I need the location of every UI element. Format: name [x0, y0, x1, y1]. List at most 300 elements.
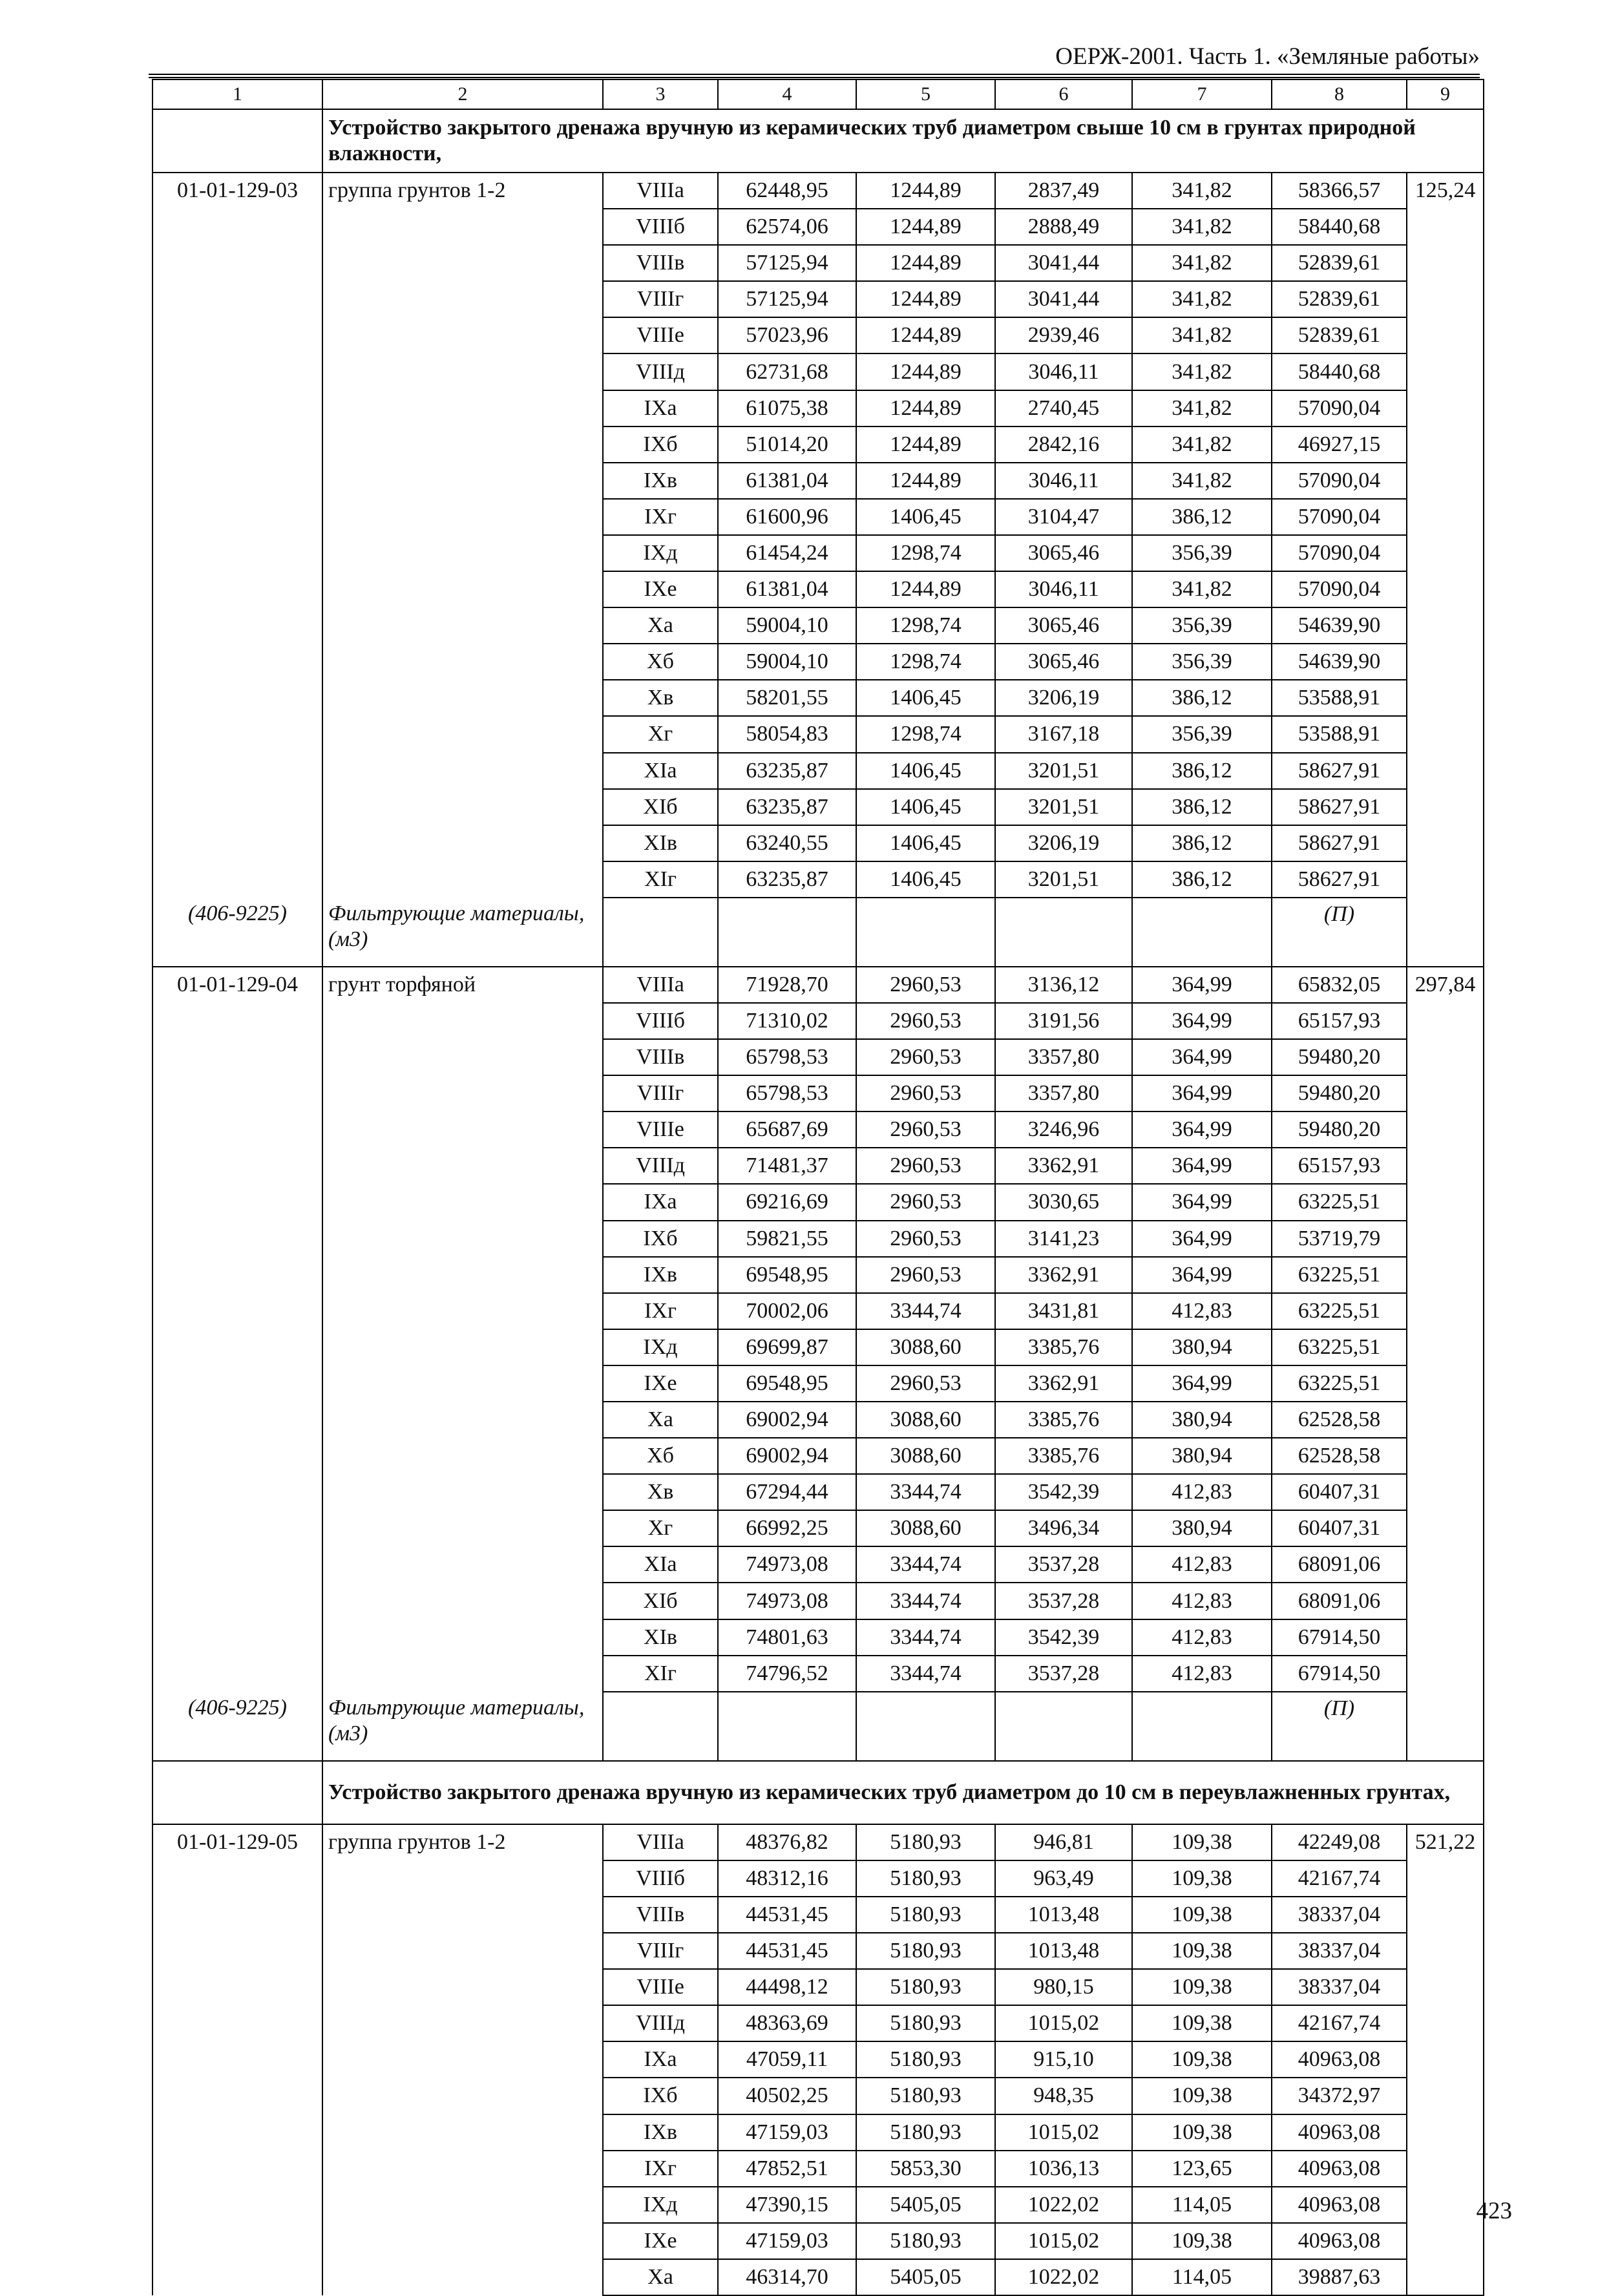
materials: 57090,04: [1272, 571, 1407, 607]
empty-cell: [1132, 898, 1272, 967]
machines: 3104,47: [995, 499, 1132, 535]
total-cost: 51014,20: [718, 427, 856, 463]
labor-hours: 125,24: [1407, 173, 1484, 967]
total-cost: 47159,03: [718, 2114, 856, 2151]
zone-index: XIа: [603, 753, 718, 789]
materials: 65157,93: [1272, 1003, 1407, 1039]
total-cost: 69548,95: [718, 1257, 856, 1293]
machines: 3542,39: [995, 1474, 1132, 1510]
machines: 3046,11: [995, 353, 1132, 390]
total-cost: 48312,16: [718, 1860, 856, 1897]
machines: 3141,23: [995, 1221, 1132, 1257]
total-cost: 62574,06: [718, 209, 856, 245]
filter-materials-row: [152, 898, 1484, 967]
wages: 3344,74: [856, 1656, 995, 1692]
zone-index: Xа: [603, 607, 718, 644]
machines: 3201,51: [995, 753, 1132, 789]
materials: 38337,04: [1272, 1969, 1407, 2005]
machinist-wages: 364,99: [1132, 1111, 1272, 1148]
zone-index: Xв: [603, 680, 718, 716]
machinist-wages: 341,82: [1132, 209, 1272, 245]
column-number: 5: [856, 79, 995, 109]
materials: 53588,91: [1272, 680, 1407, 716]
machinist-wages: 412,83: [1132, 1619, 1272, 1656]
total-cost: 71481,37: [718, 1148, 856, 1184]
materials: 40963,08: [1272, 2151, 1407, 2187]
machinist-wages: 356,39: [1132, 716, 1272, 752]
item-name: группа грунтов 1-2: [322, 173, 603, 898]
zone-index: Xб: [603, 1438, 718, 1474]
wages: 1406,45: [856, 753, 995, 789]
machinist-wages: 412,83: [1132, 1546, 1272, 1583]
table-row: [152, 173, 1484, 209]
machinist-wages: 386,12: [1132, 499, 1272, 535]
total-cost: 47159,03: [718, 2223, 856, 2259]
total-cost: 74973,08: [718, 1583, 856, 1619]
wages: 1298,74: [856, 607, 995, 644]
wages: 5405,05: [856, 2187, 995, 2223]
total-cost: 69002,94: [718, 1402, 856, 1438]
materials: 58440,68: [1272, 353, 1407, 390]
wages: 5180,93: [856, 1860, 995, 1897]
materials: 67914,50: [1272, 1619, 1407, 1656]
materials: 63225,51: [1272, 1257, 1407, 1293]
zone-index: IXе: [603, 2223, 718, 2259]
wages: 2960,53: [856, 1111, 995, 1148]
column-number: 2: [322, 79, 603, 109]
materials: 54639,90: [1272, 644, 1407, 680]
machinist-wages: 364,99: [1132, 1365, 1272, 1402]
zone-index: VIIIб: [603, 1860, 718, 1897]
wages: 3344,74: [856, 1293, 995, 1329]
materials: 42249,08: [1272, 1824, 1407, 1860]
machinist-wages: 109,38: [1132, 2223, 1272, 2259]
zone-index: IXа: [603, 2041, 718, 2078]
header-double-rule: [149, 74, 1480, 78]
total-cost: 44531,45: [718, 1897, 856, 1933]
machinist-wages: 412,83: [1132, 1474, 1272, 1510]
materials: 62528,58: [1272, 1402, 1407, 1438]
machines: 1013,48: [995, 1897, 1132, 1933]
wages: 5180,93: [856, 2114, 995, 2151]
total-cost: 74973,08: [718, 1546, 856, 1583]
wages: 5180,93: [856, 2005, 995, 2041]
filter-name: Фильтрующие материалы, (м3): [322, 898, 603, 967]
column-number: 3: [603, 79, 718, 109]
wages: 1244,89: [856, 463, 995, 499]
materials: 58440,68: [1272, 209, 1407, 245]
item-name: грунт торфяной: [322, 967, 603, 1692]
total-cost: 66992,25: [718, 1510, 856, 1546]
machinist-wages: 364,99: [1132, 1184, 1272, 1220]
machinist-wages: 341,82: [1132, 571, 1272, 607]
materials: 52839,61: [1272, 317, 1407, 353]
zone-index: VIIIг: [603, 281, 718, 317]
total-cost: 61454,24: [718, 535, 856, 571]
total-cost: 63235,87: [718, 753, 856, 789]
total-cost: 48363,69: [718, 2005, 856, 2041]
wages: 2960,53: [856, 1184, 995, 1220]
section-row: [152, 1761, 1484, 1824]
empty-cell: [856, 898, 995, 967]
total-cost: 58054,83: [718, 716, 856, 752]
total-cost: 69216,69: [718, 1184, 856, 1220]
empty-cell: [856, 1692, 995, 1761]
zone-index: IXд: [603, 535, 718, 571]
materials: 40963,08: [1272, 2041, 1407, 2078]
zone-index: IXе: [603, 1365, 718, 1402]
materials: 42167,74: [1272, 1860, 1407, 1897]
wages: 2960,53: [856, 1221, 995, 1257]
wages: 3088,60: [856, 1510, 995, 1546]
zone-index: IXг: [603, 2151, 718, 2187]
machines: 980,15: [995, 1969, 1132, 2005]
column-number: 1: [152, 79, 322, 109]
empty-cell: [603, 898, 718, 967]
total-cost: 65687,69: [718, 1111, 856, 1148]
total-cost: 63235,87: [718, 789, 856, 825]
machinist-wages: 412,83: [1132, 1656, 1272, 1692]
wages: 2960,53: [856, 1039, 995, 1075]
zone-index: XIг: [603, 861, 718, 898]
machinist-wages: 380,94: [1132, 1438, 1272, 1474]
machines: 3191,56: [995, 1003, 1132, 1039]
machines: 3041,44: [995, 281, 1132, 317]
empty-cell: [718, 1692, 856, 1761]
materials: 60407,31: [1272, 1510, 1407, 1546]
machinist-wages: 109,38: [1132, 2078, 1272, 2114]
zone-index: VIIIд: [603, 1148, 718, 1184]
machinist-wages: 341,82: [1132, 353, 1272, 390]
materials: 40963,08: [1272, 2114, 1407, 2151]
materials: 58366,57: [1272, 173, 1407, 209]
column-number: 8: [1272, 79, 1407, 109]
total-cost: 44531,45: [718, 1933, 856, 1969]
zone-index: XIв: [603, 825, 718, 861]
materials: 52839,61: [1272, 281, 1407, 317]
zone-index: VIIIв: [603, 1039, 718, 1075]
zone-index: VIIIг: [603, 1933, 718, 1969]
filter-name: Фильтрующие материалы, (м3): [322, 1692, 603, 1761]
wages: 1244,89: [856, 353, 995, 390]
filter-note: (П): [1272, 1692, 1407, 1761]
machinist-wages: 109,38: [1132, 1933, 1272, 1969]
zone-index: IXб: [603, 2078, 718, 2114]
machines: 3046,11: [995, 571, 1132, 607]
machines: 1022,02: [995, 2187, 1132, 2223]
machines: 3206,19: [995, 825, 1132, 861]
zone-index: IXв: [603, 1257, 718, 1293]
machines: 1013,48: [995, 1933, 1132, 1969]
machinist-wages: 341,82: [1132, 245, 1272, 281]
wages: 1406,45: [856, 825, 995, 861]
total-cost: 44498,12: [718, 1969, 856, 2005]
machinist-wages: 341,82: [1132, 317, 1272, 353]
total-cost: 62448,95: [718, 173, 856, 209]
total-cost: 57125,94: [718, 245, 856, 281]
materials: 59480,20: [1272, 1039, 1407, 1075]
zone-index: IXв: [603, 463, 718, 499]
total-cost: 40502,25: [718, 2078, 856, 2114]
wages: 5853,30: [856, 2151, 995, 2187]
section-title: Устройство закрытого дренажа вручную из керамических труб диаметром свыше 10 см в грунтах природной влажности,: [322, 109, 1484, 173]
materials: 68091,06: [1272, 1546, 1407, 1583]
wages: 2960,53: [856, 1365, 995, 1402]
machines: 3065,46: [995, 644, 1132, 680]
wages: 5180,93: [856, 2078, 995, 2114]
materials: 34372,97: [1272, 2078, 1407, 2114]
machines: 1022,02: [995, 2259, 1132, 2295]
zone-index: IXв: [603, 2114, 718, 2151]
materials: 40963,08: [1272, 2223, 1407, 2259]
wages: 3344,74: [856, 1583, 995, 1619]
zone-index: IXб: [603, 427, 718, 463]
zone-index: IXа: [603, 1184, 718, 1220]
materials: 42167,74: [1272, 2005, 1407, 2041]
materials: 58627,91: [1272, 825, 1407, 861]
zone-index: XIб: [603, 1583, 718, 1619]
materials: 65832,05: [1272, 967, 1407, 1003]
wages: 3088,60: [856, 1329, 995, 1365]
machinist-wages: 114,05: [1132, 2259, 1272, 2295]
zone-index: XIб: [603, 789, 718, 825]
materials: 67914,50: [1272, 1656, 1407, 1692]
empty-cell: [603, 1692, 718, 1761]
wages: 5180,93: [856, 1824, 995, 1860]
total-cost: 74801,63: [718, 1619, 856, 1656]
wages: 5180,93: [856, 2041, 995, 2078]
zone-index: XIг: [603, 1656, 718, 1692]
zone-index: VIIIд: [603, 2005, 718, 2041]
machines: 3362,91: [995, 1257, 1132, 1293]
materials: 58627,91: [1272, 789, 1407, 825]
wages: 5180,93: [856, 1969, 995, 2005]
materials: 62528,58: [1272, 1438, 1407, 1474]
machines: 3046,11: [995, 463, 1132, 499]
zone-index: VIIIг: [603, 1075, 718, 1111]
machines: 963,49: [995, 1860, 1132, 1897]
column-number: 4: [718, 79, 856, 109]
item-code: 01-01-129-03: [152, 173, 322, 898]
running-header: ОЕРЖ-2001. Часть 1. «Земляные работы»: [1055, 43, 1480, 70]
total-cost: 57023,96: [718, 317, 856, 353]
materials: 63225,51: [1272, 1329, 1407, 1365]
table-row: [152, 1824, 1484, 1860]
materials: 59480,20: [1272, 1075, 1407, 1111]
wages: 5180,93: [856, 2223, 995, 2259]
machines: 3357,80: [995, 1039, 1132, 1075]
materials: 38337,04: [1272, 1897, 1407, 1933]
total-cost: 48376,82: [718, 1824, 856, 1860]
machines: 3206,19: [995, 680, 1132, 716]
zone-index: Xа: [603, 1402, 718, 1438]
wages: 2960,53: [856, 1003, 995, 1039]
machinist-wages: 364,99: [1132, 1257, 1272, 1293]
materials: 58627,91: [1272, 753, 1407, 789]
total-cost: 67294,44: [718, 1474, 856, 1510]
materials: 57090,04: [1272, 463, 1407, 499]
machines: 3201,51: [995, 861, 1132, 898]
total-cost: 63235,87: [718, 861, 856, 898]
materials: 63225,51: [1272, 1293, 1407, 1329]
zone-index: IXб: [603, 1221, 718, 1257]
page-number: 423: [1476, 2198, 1512, 2224]
total-cost: 69699,87: [718, 1329, 856, 1365]
wages: 1406,45: [856, 861, 995, 898]
machinist-wages: 341,82: [1132, 427, 1272, 463]
total-cost: 69548,95: [718, 1365, 856, 1402]
filter-code: (406-9225): [152, 1692, 322, 1761]
total-cost: 47390,15: [718, 2187, 856, 2223]
materials: 68091,06: [1272, 1583, 1407, 1619]
wages: 1244,89: [856, 173, 995, 209]
wages: 1244,89: [856, 281, 995, 317]
machines: 3065,46: [995, 535, 1132, 571]
wages: 2960,53: [856, 967, 995, 1003]
section-title: Устройство закрытого дренажа вручную из керамических труб диаметром до 10 см в переувлажненных грунтах,: [322, 1761, 1484, 1824]
machinist-wages: 123,65: [1132, 2151, 1272, 2187]
machines: 1015,02: [995, 2005, 1132, 2041]
total-cost: 47852,51: [718, 2151, 856, 2187]
wages: 1298,74: [856, 644, 995, 680]
machinist-wages: 386,12: [1132, 789, 1272, 825]
machines: 3362,91: [995, 1148, 1132, 1184]
zone-index: IXд: [603, 1329, 718, 1365]
zone-index: IXа: [603, 390, 718, 427]
wages: 1298,74: [856, 716, 995, 752]
zone-index: Xг: [603, 1510, 718, 1546]
item-code: 01-01-129-05: [152, 1824, 322, 2295]
machines: 3136,12: [995, 967, 1132, 1003]
wages: 1406,45: [856, 680, 995, 716]
empty-cell: [995, 898, 1132, 967]
zone-index: Xб: [603, 644, 718, 680]
machinist-wages: 109,38: [1132, 2114, 1272, 2151]
wages: 2960,53: [856, 1148, 995, 1184]
item-name: группа грунтов 1-2: [322, 1824, 603, 2295]
total-cost: 58201,55: [718, 680, 856, 716]
total-cost: 57125,94: [718, 281, 856, 317]
wages: 1406,45: [856, 499, 995, 535]
total-cost: 59004,10: [718, 644, 856, 680]
zone-index: XIа: [603, 1546, 718, 1583]
zone-index: IXг: [603, 499, 718, 535]
machinist-wages: 412,83: [1132, 1583, 1272, 1619]
item-code: 01-01-129-04: [152, 967, 322, 1692]
machinist-wages: 109,38: [1132, 2005, 1272, 2041]
machinist-wages: 364,99: [1132, 1003, 1272, 1039]
price-table: [152, 79, 1484, 2296]
machines: 3496,34: [995, 1510, 1132, 1546]
zone-index: IXд: [603, 2187, 718, 2223]
machines: 3537,28: [995, 1546, 1132, 1583]
machines: 3537,28: [995, 1656, 1132, 1692]
machinist-wages: 386,12: [1132, 825, 1272, 861]
total-cost: 70002,06: [718, 1293, 856, 1329]
machinist-wages: 386,12: [1132, 680, 1272, 716]
materials: 53588,91: [1272, 716, 1407, 752]
machinist-wages: 109,38: [1132, 2041, 1272, 2078]
total-cost: 59821,55: [718, 1221, 856, 1257]
machines: 2888,49: [995, 209, 1132, 245]
materials: 40963,08: [1272, 2187, 1407, 2223]
materials: 63225,51: [1272, 1365, 1407, 1402]
machinist-wages: 412,83: [1132, 1293, 1272, 1329]
wages: 2960,53: [856, 1075, 995, 1111]
materials: 52839,61: [1272, 245, 1407, 281]
machines: 3385,76: [995, 1438, 1132, 1474]
machines: 3362,91: [995, 1365, 1132, 1402]
column-number: 7: [1132, 79, 1272, 109]
machines: 2837,49: [995, 173, 1132, 209]
section-spacer: [152, 1761, 322, 1824]
wages: 2960,53: [856, 1257, 995, 1293]
materials: 39887,63: [1272, 2259, 1407, 2295]
total-cost: 71310,02: [718, 1003, 856, 1039]
zone-index: VIIIа: [603, 173, 718, 209]
machines: 3041,44: [995, 245, 1132, 281]
wages: 3088,60: [856, 1402, 995, 1438]
machinist-wages: 341,82: [1132, 173, 1272, 209]
labor-hours: 297,84: [1407, 967, 1484, 1761]
wages: 3344,74: [856, 1474, 995, 1510]
machinist-wages: 109,38: [1132, 1969, 1272, 2005]
zone-index: VIIIе: [603, 1969, 718, 2005]
zone-index: VIIIе: [603, 317, 718, 353]
section-row: [152, 109, 1484, 173]
zone-index: IXг: [603, 1293, 718, 1329]
machines: 2842,16: [995, 427, 1132, 463]
empty-cell: [718, 898, 856, 967]
wages: 1244,89: [856, 317, 995, 353]
total-cost: 61600,96: [718, 499, 856, 535]
machinist-wages: 380,94: [1132, 1329, 1272, 1365]
total-cost: 74796,52: [718, 1656, 856, 1692]
machinist-wages: 356,39: [1132, 535, 1272, 571]
machines: 3030,65: [995, 1184, 1132, 1220]
filter-note: (П): [1272, 898, 1407, 967]
zone-index: Xа: [603, 2259, 718, 2295]
machines: 948,35: [995, 2078, 1132, 2114]
materials: 65157,93: [1272, 1148, 1407, 1184]
machines: 3246,96: [995, 1111, 1132, 1148]
wages: 1244,89: [856, 390, 995, 427]
column-number: 6: [995, 79, 1132, 109]
total-cost: 46314,70: [718, 2259, 856, 2295]
machinist-wages: 380,94: [1132, 1510, 1272, 1546]
materials: 46927,15: [1272, 427, 1407, 463]
zone-index: IXе: [603, 571, 718, 607]
materials: 54639,90: [1272, 607, 1407, 644]
machines: 3431,81: [995, 1293, 1132, 1329]
filter-materials-row: [152, 1692, 1484, 1761]
total-cost: 62731,68: [718, 353, 856, 390]
wages: 1406,45: [856, 789, 995, 825]
machinist-wages: 341,82: [1132, 281, 1272, 317]
machinist-wages: 364,99: [1132, 1039, 1272, 1075]
total-cost: 69002,94: [718, 1438, 856, 1474]
machines: 915,10: [995, 2041, 1132, 2078]
zone-index: VIIIд: [603, 353, 718, 390]
machines: 3542,39: [995, 1619, 1132, 1656]
machines: 2740,45: [995, 390, 1132, 427]
machinist-wages: 386,12: [1132, 861, 1272, 898]
materials: 53719,79: [1272, 1221, 1407, 1257]
wages: 3344,74: [856, 1619, 995, 1656]
total-cost: 71928,70: [718, 967, 856, 1003]
machines: 3385,76: [995, 1329, 1132, 1365]
total-cost: 61381,04: [718, 571, 856, 607]
